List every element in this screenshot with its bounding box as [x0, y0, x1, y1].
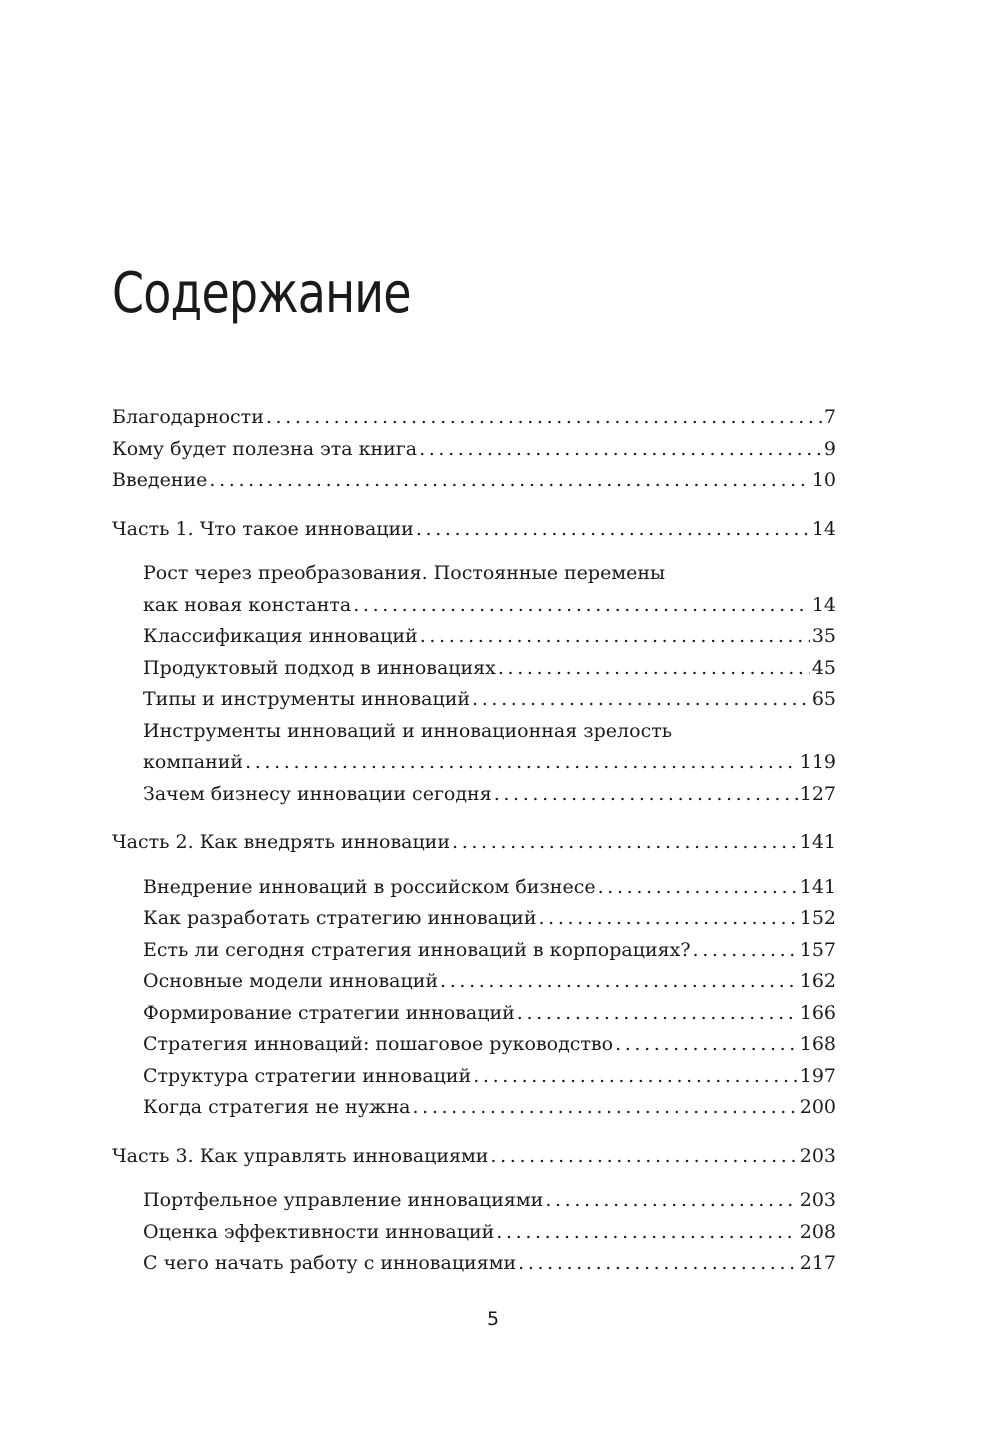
toc-entry-label: Часть 3. Как управлять инновациями [112, 1144, 489, 1167]
toc-entry-page: 162 [799, 970, 836, 992]
toc-entry[interactable] [112, 590, 836, 622]
toc-entry-label: Стратегия инноваций: пошаговое руководство [143, 1033, 614, 1055]
toc-entry-label: Оценка эффективности инноваций [143, 1220, 495, 1243]
toc-entry[interactable] [112, 402, 836, 434]
toc-entry-page: 203 [799, 1144, 836, 1167]
toc-entry[interactable] [112, 1217, 836, 1249]
dot-leader [452, 827, 798, 859]
toc-entry[interactable] [112, 1185, 836, 1217]
toc-entry-page: 9 [823, 437, 836, 460]
toc-entry[interactable] [112, 779, 836, 811]
toc-entry-label: Классификация инноваций [143, 625, 418, 647]
toc-entry[interactable] [112, 684, 836, 716]
toc-part-heading[interactable] [112, 827, 836, 859]
dot-leader [412, 1092, 797, 1124]
toc-entry-label: Структура стратегии инноваций [143, 1064, 472, 1087]
dot-leader [693, 935, 798, 967]
toc-entry-page: 197 [799, 1064, 836, 1087]
toc-entry-page: 168 [799, 1033, 836, 1055]
dot-leader [472, 684, 810, 716]
toc-entry[interactable] [112, 747, 836, 779]
dot-leader [245, 747, 798, 779]
dot-leader [416, 514, 810, 546]
toc-entry[interactable] [112, 653, 836, 685]
toc-entry[interactable] [112, 1248, 836, 1280]
toc-entry-label-line[interactable]: Инструменты инноваций и инновационная зрелость [143, 719, 673, 742]
toc-entry-page: 35 [811, 625, 836, 647]
toc-entry[interactable] [112, 966, 836, 998]
toc-entry-page: 203 [799, 1189, 836, 1211]
toc-entry-label: Формирование стратегии инноваций [143, 1001, 515, 1024]
toc-entry-page: 14 [811, 517, 836, 540]
dot-leader [490, 1141, 797, 1173]
dot-leader [209, 465, 809, 497]
toc-entry-page: 119 [799, 751, 836, 773]
dot-leader [420, 621, 810, 653]
toc-entry[interactable] [112, 1092, 836, 1124]
dot-leader [419, 434, 822, 466]
toc-entry-page: 45 [811, 656, 836, 679]
toc-entry-page: 141 [799, 875, 836, 898]
dot-leader [353, 590, 810, 622]
dot-leader [498, 653, 810, 685]
dot-leader [517, 998, 798, 1030]
toc-entry-page: 157 [799, 938, 836, 961]
toc-entry-label: Благодарности [112, 406, 264, 428]
toc-entry-label: Типы и инструменты инноваций [143, 688, 471, 710]
toc-entry-label: как новая константа [143, 593, 352, 616]
toc-entry-page: 208 [799, 1220, 836, 1243]
toc-entry[interactable] [112, 1061, 836, 1093]
toc-entry-label: компаний [143, 751, 244, 773]
toc-entry-label: Продуктовый подход в инновациях [143, 656, 496, 679]
toc-entry[interactable] [112, 1029, 836, 1061]
dot-leader [598, 872, 798, 904]
toc-entry-label: Часть 2. Как внедрять инновации [112, 831, 451, 853]
toc-entry[interactable] [112, 434, 836, 466]
dot-leader [518, 1248, 798, 1280]
toc-entry-page: 14 [811, 593, 836, 616]
dot-leader [539, 903, 798, 935]
toc-entry-page: 10 [811, 469, 836, 491]
dot-leader [473, 1061, 798, 1093]
toc-entry-page: 217 [799, 1252, 836, 1274]
toc-entry-label: Внедрение инноваций в российском бизнесе [143, 875, 596, 898]
toc-entry[interactable] [112, 621, 836, 653]
toc-entry-page: 141 [799, 831, 836, 853]
toc-entry-label: Часть 1. Что такое инновации [112, 517, 414, 540]
toc-part-heading[interactable] [112, 514, 836, 546]
table-of-contents [112, 402, 836, 1280]
page-title: Содержание [112, 261, 411, 326]
page-number: 5 [486, 1308, 500, 1330]
toc-entry-page: 200 [799, 1096, 836, 1118]
toc-entry-page: 166 [799, 1001, 836, 1024]
dot-leader [545, 1185, 797, 1217]
dot-leader [440, 966, 798, 998]
toc-entry-page: 7 [823, 406, 836, 428]
toc-entry[interactable] [112, 935, 836, 967]
toc-part-heading[interactable] [112, 1141, 836, 1173]
toc-entry[interactable] [112, 872, 836, 904]
toc-entry-label: Основные модели инноваций [143, 970, 439, 992]
toc-entry-page: 127 [799, 782, 836, 805]
toc-entry-label-line[interactable]: Рост через преобразования. Постоянные перемены [143, 562, 666, 584]
toc-entry-label: С чего начать работу с инновациями [143, 1252, 517, 1274]
toc-entry[interactable] [112, 998, 836, 1030]
toc-entry-label: Зачем бизнесу инновации сегодня [143, 782, 492, 805]
toc-entry-page: 152 [799, 907, 836, 929]
toc-entry-label: Как разработать стратегию инноваций [143, 907, 537, 929]
toc-entry-label: Есть ли сегодня стратегия инноваций в корпорациях? [143, 938, 691, 961]
toc-entry[interactable] [112, 903, 836, 935]
toc-entry-label: Когда стратегия не нужна [143, 1096, 411, 1118]
toc-entry-label: Кому будет полезна эта книга [112, 437, 418, 460]
dot-leader [266, 402, 822, 434]
dot-leader [615, 1029, 798, 1061]
toc-entry-page: 65 [811, 688, 836, 710]
toc-entry-label: Портфельное управление инновациями [143, 1189, 544, 1211]
toc-entry-label: Введение [112, 469, 208, 491]
toc-entry[interactable] [112, 465, 836, 497]
dot-leader [496, 1217, 797, 1249]
dot-leader [494, 779, 798, 811]
